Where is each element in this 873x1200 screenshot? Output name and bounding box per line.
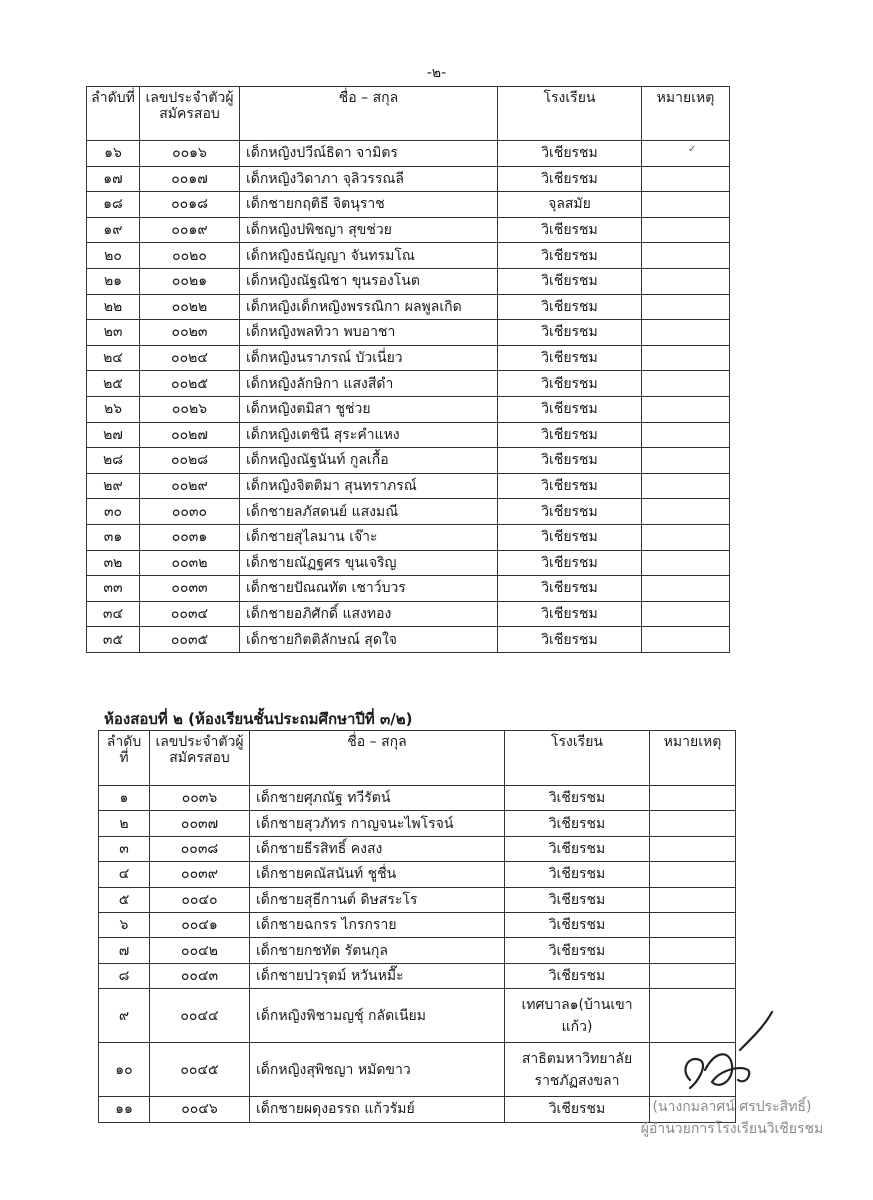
remark — [642, 576, 730, 602]
row-number: ๓๓ — [87, 576, 140, 602]
table-row — [99, 786, 736, 811]
signer-name: (นางกมลาศน์ ศรประสิทธิ์) — [652, 1099, 812, 1115]
row-number: ๒ — [99, 811, 150, 836]
row-number: ๒๙ — [87, 473, 140, 499]
exam-room-2-table — [98, 730, 736, 1123]
applicant-id: ๐๐๓๕ — [140, 627, 240, 653]
remark — [642, 243, 730, 269]
header-no: ลำดับที่ — [99, 731, 150, 786]
applicant-id: ๐๐๓๙ — [150, 862, 250, 887]
row-number: ๔ — [99, 862, 150, 887]
table-row — [87, 166, 730, 192]
row-number: ๒๒ — [87, 294, 140, 320]
row-number: ๒๗ — [87, 422, 140, 448]
row-number: ๑๘ — [87, 192, 140, 218]
applicant-name: เด็กหญิงพลทิวา พบอาชา — [240, 320, 498, 346]
school-name: วิเชียรชม — [498, 576, 642, 602]
applicant-id: ๐๐๒๑ — [140, 268, 240, 294]
school-name: วิเชียรชม — [498, 371, 642, 397]
applicant-name: เด็กชายกิตติลักษณ์ สุดใจ — [240, 627, 498, 653]
row-number: ๒๖ — [87, 396, 140, 422]
signer-title: ผู้อำนวยการโรงเรียนวิเชียรชม — [640, 1121, 824, 1137]
remark — [650, 938, 736, 963]
applicant-id: ๐๐๔๖ — [150, 1097, 250, 1122]
table-row — [99, 811, 736, 836]
handwritten-signature — [660, 1010, 775, 1100]
applicant-id: ๐๐๒๐ — [140, 243, 240, 269]
school-name: วิเชียรชม — [498, 268, 642, 294]
row-number: ๓๐ — [87, 499, 140, 525]
remark — [642, 396, 730, 422]
header-name: ชื่อ – สกุล — [250, 731, 505, 786]
header-name: ชื่อ – สกุล — [240, 87, 498, 141]
remark — [642, 294, 730, 320]
applicant-id: ๐๐๒๓ — [140, 320, 240, 346]
table-row — [99, 862, 736, 887]
applicant-id: ๐๐๓๖ — [150, 786, 250, 811]
remark — [642, 473, 730, 499]
school-name: วิเชียรชม — [498, 294, 642, 320]
applicant-id: ๐๐๓๒ — [140, 550, 240, 576]
applicant-name: เด็กหญิงลักษิกา แสงสีดำ — [240, 371, 498, 397]
applicant-name: เด็กหญิงวิดาภา จุลิวรรณลี — [240, 166, 498, 192]
table-row — [87, 345, 730, 371]
school-name: วิเชียรชม — [498, 627, 642, 653]
applicant-name: เด็กชายผดุงอรรถ แก้วรัมย์ — [250, 1097, 505, 1122]
applicant-id: ๐๐๒๗ — [140, 422, 240, 448]
applicant-id: ๐๐๓๗ — [150, 811, 250, 836]
applicant-id: ๐๐๑๖ — [140, 141, 240, 167]
applicant-name: เด็กชายสุวภัทร กาญจนะไพโรจน์ — [250, 811, 505, 836]
school-name: วิเชียรชม — [498, 524, 642, 550]
applicant-name: เด็กชายกชทัต รัตนกุล — [250, 938, 505, 963]
applicant-name: เด็กหญิงปวีณ์ธิดา จามิตร — [240, 141, 498, 167]
applicant-id: ๐๐๑๘ — [140, 192, 240, 218]
applicant-id: ๐๐๒๘ — [140, 448, 240, 474]
header-no: ลำดับที่ — [87, 87, 140, 141]
applicant-id: ๐๐๒๕ — [140, 371, 240, 397]
table-row — [87, 448, 730, 474]
applicant-name: เด็กหญิงณัฐณิชา ขุนรองโนต — [240, 268, 498, 294]
row-number: ๕ — [99, 887, 150, 912]
applicant-id: ๐๐๓๐ — [140, 499, 240, 525]
applicant-name: เด็กชายศุภณัฐ ทวีรัตน์ — [250, 786, 505, 811]
applicant-id: ๐๐๑๗ — [140, 166, 240, 192]
applicant-name: เด็กชายปวรุตม์ หวันหมื๊ะ — [250, 963, 505, 988]
remark — [642, 320, 730, 346]
header-applicant-id: เลขประจำตัวผู้สมัครสอบ — [140, 87, 240, 141]
school-name: วิเชียรชม — [505, 1097, 650, 1122]
applicant-name: เด็กหญิงณัฐนันท์ กูลเกื้อ — [240, 448, 498, 474]
applicant-name: เด็กหญิงตมิสา ชูช่วย — [240, 396, 498, 422]
school-name: วิเชียรชม — [498, 422, 642, 448]
applicant-name: เด็กหญิงธนัญญา จันทรมโณ — [240, 243, 498, 269]
row-number: ๒๘ — [87, 448, 140, 474]
school-name: วิเชียรชม — [505, 912, 650, 937]
school-name: วิเชียรชม — [505, 862, 650, 887]
row-number: ๑๑ — [99, 1097, 150, 1122]
exam-room-1-table — [86, 86, 730, 653]
remark — [642, 422, 730, 448]
school-name: วิเชียรชม — [498, 166, 642, 192]
applicant-name: เด็กหญิงเตชินี สุระคำแหง — [240, 422, 498, 448]
row-number: ๘ — [99, 963, 150, 988]
remark — [650, 836, 736, 861]
table-row — [87, 524, 730, 550]
school-name: วิเชียรชม — [498, 243, 642, 269]
table-row — [87, 550, 730, 576]
table-row — [99, 836, 736, 861]
applicant-id: ๐๐๒๔ — [140, 345, 240, 371]
row-number: ๓๕ — [87, 627, 140, 653]
signer-block — [612, 1096, 852, 1140]
applicant-name: เด็กชายณัฏฐศร ขุนเจริญ — [240, 550, 498, 576]
row-number: ๓๔ — [87, 601, 140, 627]
table-row — [99, 887, 736, 912]
applicant-id: ๐๐๒๒ — [140, 294, 240, 320]
school-name: เทศบาล๑(บ้านเขาแก้ว) — [505, 989, 650, 1043]
applicant-id: ๐๐๔๒ — [150, 938, 250, 963]
remark — [650, 811, 736, 836]
table-row — [99, 989, 736, 1043]
remark — [642, 345, 730, 371]
table-header-row — [99, 731, 736, 786]
applicant-id: ๐๐๔๐ — [150, 887, 250, 912]
school-name: วิเชียรชม — [498, 141, 642, 167]
table-row — [87, 422, 730, 448]
school-name: วิเชียรชม — [498, 550, 642, 576]
school-name: วิเชียรชม — [498, 320, 642, 346]
school-name: จุลสมัย — [498, 192, 642, 218]
header-applicant-id: เลขประจำตัวผู้สมัครสอบ — [150, 731, 250, 786]
remark — [642, 627, 730, 653]
school-name: วิเชียรชม — [498, 473, 642, 499]
row-number: ๓๑ — [87, 524, 140, 550]
row-number: ๑๖ — [87, 141, 140, 167]
remark — [642, 166, 730, 192]
table-header-row — [87, 87, 730, 141]
table-row — [99, 912, 736, 937]
applicant-name: เด็กชายปัณณทัต เชาว์บวร — [240, 576, 498, 602]
room-2-heading: ห้องสอบที่ ๒ (ห้องเรียนชั้นประถมศึกษาปีที่ ๓/๒) — [104, 710, 413, 728]
table-row — [87, 141, 730, 167]
applicant-name: เด็กชายสุธีกานต์ ดิษสระโร — [250, 887, 505, 912]
applicant-id: ๐๐๓๑ — [140, 524, 240, 550]
remark — [642, 499, 730, 525]
row-number: ๓ — [99, 836, 150, 861]
table-row — [87, 627, 730, 653]
row-number: ๙ — [99, 989, 150, 1043]
applicant-name: เด็กชายอภิศักดิ์ แสงทอง — [240, 601, 498, 627]
row-number: ๑๙ — [87, 217, 140, 243]
school-name: วิเชียรชม — [505, 887, 650, 912]
table-row — [87, 268, 730, 294]
applicant-name: เด็กหญิงเด็กหญิงพรรณิกา ผลพูลเกิด — [240, 294, 498, 320]
school-name: วิเชียรชม — [498, 601, 642, 627]
remark — [650, 786, 736, 811]
page-number: -๒- — [426, 65, 447, 81]
remark — [642, 524, 730, 550]
row-number: ๑๐ — [99, 1043, 150, 1097]
table-row — [87, 499, 730, 525]
header-remark: หมายเหตุ — [642, 87, 730, 141]
applicant-id: ๐๐๓๘ — [150, 836, 250, 861]
remark — [642, 192, 730, 218]
remark — [650, 963, 736, 988]
table-row — [87, 396, 730, 422]
remark — [650, 912, 736, 937]
table-row — [87, 576, 730, 602]
applicant-name: เด็กชายสุไลมาน เจ๊าะ — [240, 524, 498, 550]
applicant-id: ๐๐๔๔ — [150, 989, 250, 1043]
school-name: วิเชียรชม — [498, 345, 642, 371]
applicant-id: ๐๐๒๖ — [140, 396, 240, 422]
row-number: ๒๕ — [87, 371, 140, 397]
school-name: วิเชียรชม — [505, 811, 650, 836]
school-name: วิเชียรชม — [505, 963, 650, 988]
applicant-name: เด็กหญิงปพิชญา สุขช่วย — [240, 217, 498, 243]
school-name: สาธิตมหาวิทยาลัยราชภัฏสงขลา — [505, 1043, 650, 1097]
applicant-id: ๐๐๔๓ — [150, 963, 250, 988]
table-row — [87, 601, 730, 627]
table-row — [99, 1043, 736, 1097]
school-name: วิเชียรชม — [505, 786, 650, 811]
row-number: ๒๑ — [87, 268, 140, 294]
applicant-name: เด็กชายคณัสนันท์ ชูชื่น — [250, 862, 505, 887]
table-row — [87, 217, 730, 243]
applicant-name: เด็กชายฉกรร ไกรกราย — [250, 912, 505, 937]
table-row — [87, 243, 730, 269]
applicant-name: เด็กชายลภัสดนย์ แสงมณี — [240, 499, 498, 525]
school-name: วิเชียรชม — [498, 217, 642, 243]
row-number: ๑๗ — [87, 166, 140, 192]
applicant-name: เด็กหญิงสุพิชญา หมัดขาว — [250, 1043, 505, 1097]
remark — [642, 550, 730, 576]
applicant-name: เด็กหญิงจิตติมา สุนทราภรณ์ — [240, 473, 498, 499]
applicant-id: ๐๐๔๑ — [150, 912, 250, 937]
applicant-id: ๐๐๓๔ — [140, 601, 240, 627]
remark — [642, 268, 730, 294]
row-number: ๒๓ — [87, 320, 140, 346]
table-row — [87, 294, 730, 320]
remark — [642, 601, 730, 627]
applicant-id: ๐๐๔๕ — [150, 1043, 250, 1097]
table-row — [87, 320, 730, 346]
school-name: วิเชียรชม — [498, 448, 642, 474]
row-number: ๒๐ — [87, 243, 140, 269]
row-number: ๖ — [99, 912, 150, 937]
applicant-name: เด็กชายกฤติธี จิตนุราช — [240, 192, 498, 218]
table-row — [87, 192, 730, 218]
row-number: ๓๒ — [87, 550, 140, 576]
remark — [642, 371, 730, 397]
remark — [642, 448, 730, 474]
table-row — [99, 938, 736, 963]
applicant-name: เด็กหญิงนราภรณ์ บัวเนี่ยว — [240, 345, 498, 371]
applicant-id: ๐๐๒๙ — [140, 473, 240, 499]
remark — [642, 141, 730, 167]
school-name: วิเชียรชม — [505, 938, 650, 963]
table-row — [99, 963, 736, 988]
row-number: ๑ — [99, 786, 150, 811]
applicant-name: เด็กหญิงพิชามญชุ์ กลัดเนียม — [250, 989, 505, 1043]
row-number: ๒๔ — [87, 345, 140, 371]
school-name: วิเชียรชม — [505, 836, 650, 861]
applicant-id: ๐๐๑๙ — [140, 217, 240, 243]
applicant-name: เด็กชายธีรสิทธิ์ คงสง — [250, 836, 505, 861]
applicant-id: ๐๐๓๓ — [140, 576, 240, 602]
row-number: ๗ — [99, 938, 150, 963]
table-row — [87, 371, 730, 397]
header-school: โรงเรียน — [498, 87, 642, 141]
school-name: วิเชียรชม — [498, 396, 642, 422]
header-school: โรงเรียน — [505, 731, 650, 786]
remark — [650, 887, 736, 912]
remark — [650, 862, 736, 887]
header-remark: หมายเหตุ — [650, 731, 736, 786]
check-mark-icon: ✓ — [688, 144, 697, 155]
school-name: วิเชียรชม — [498, 499, 642, 525]
table-row — [87, 473, 730, 499]
remark — [642, 217, 730, 243]
